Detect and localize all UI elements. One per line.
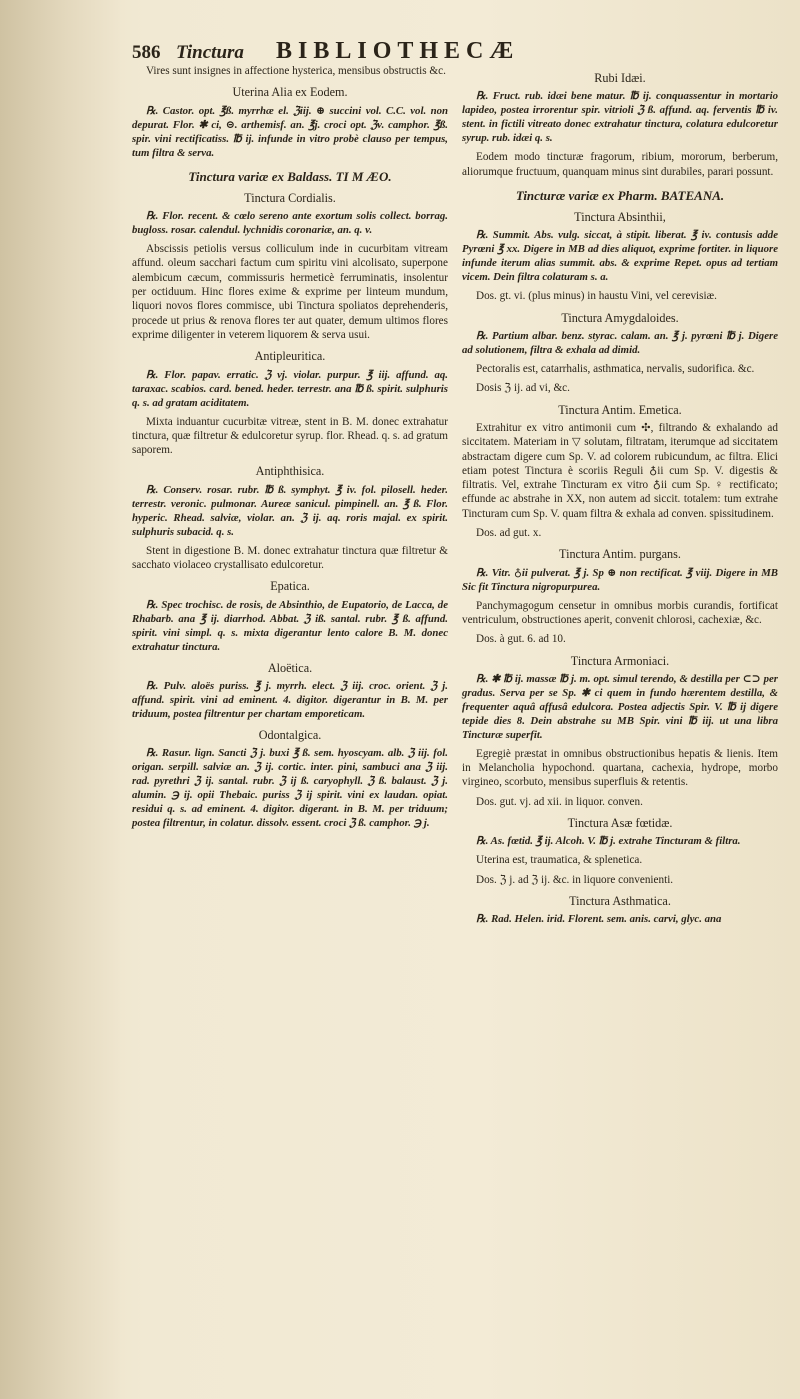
recipe-formula: ℞. Vitr. ♁ii pulverat. ℥ j. Sp ⊕ non rectificat. ℥ viij. Digere in MB Sic fit Tinctura nigropurpurea.: [462, 566, 778, 593]
recipe-formula: ℞. ✱ ℔ ij. massæ ℔ j. m. opt. simul terendo, & destilla per ⊂⊃ per gradus. Serva per se Sp. ✱ ci quem in fundo hærentem destilla, & frequenter aquâ affusâ edulcora. Postea adjectis Spir. V. ℔ ij digere tepide dies 8. Dein abstrahe su MB Spir. vini ℔ iij. ut una libra Tincturæ superfit.: [462, 672, 778, 741]
recipe-heading: Tinctura Armoniaci.: [570, 653, 670, 668]
paragraph: Pectoralis est, catarrhalis, asthmatica, nervalis, sudorifica. &c.: [476, 363, 755, 376]
recipe-heading: Tinctura Antim. Emetica.: [558, 402, 682, 417]
page-header: [132, 38, 778, 62]
recipe-heading: Epatica.: [270, 579, 310, 594]
paragraph: Mixta induantur cucurbitæ vitreæ, stent in B. M. donec extrahatur tinctura, quæ filtretur & edulcoretur syrup. flor. Rhead. q. s. ad gratum saporem.: [132, 415, 448, 457]
paragraph: Dos. ℨ j. ad ℨ ij. &c. in liquore convenienti.: [476, 873, 674, 886]
paragraph: Dos. ad gut. x.: [476, 527, 542, 540]
paragraph: Dos. à gut. 6. ad 10.: [476, 633, 566, 646]
running-head: Tinctura: [176, 42, 244, 63]
recipe-formula: ℞. Pulv. aloës puriss. ℥ j. myrrh. elect. ℨ iij. croc. orient. ℨ j. affund. spirit. vini ad eminent. 4. digitor. digerantur in B. M. per triduum, postea filtrentur per chartam emporeticam.: [132, 679, 448, 720]
left-column: [132, 64, 448, 931]
recipe-heading: Tinctura Asæ fœtidæ.: [567, 816, 673, 831]
recipe-heading: Antiphthisica.: [255, 464, 325, 479]
right-column: [462, 64, 778, 931]
recipe-formula: ℞. As. fœtid. ℥ ij. Alcoh. V. ℔ j. extrahe Tincturam & filtra.: [476, 835, 741, 848]
paragraph: Extrahitur ex vitro antimonii cum ✣, filtrando & exhalando ad siccitatem. Materiam in ▽ solutam, filtratam, iterumque ad siccitatem abstractam digere cum Sp. V. ad colorem rubicundum, ac filtra. Elici etiam potest Tinctura è scoriis Reguli ♁ii cum Sp. V. digestis & filtratis. Vel, extrahe Tincturam ex vitro ♁ii cum Sp. ♀ rectificato; effunde ac abstrahe in XX, non autem ad siccit. totalem: tum extrahe Tincturam cum Sp. V. quam filtra & exhala ad conven. spissitudinem.: [462, 421, 778, 520]
paragraph: Egregiè præstat in omnibus obstructionibus hepatis & lienis. Item in Melancholia hypochond. quartana, cachexia, hydrope, morbo virgineo, scorbuto, mensibus superfluis & retentis.: [462, 747, 778, 789]
recipe-heading: Rubi Idæi.: [594, 71, 646, 85]
paragraph: Dosis ℨ ij. ad vi, &c.: [476, 382, 570, 395]
page-number: 586: [132, 42, 161, 63]
recipe-heading: Tinctura Absinthii,: [574, 210, 666, 225]
recipe-heading: Aloëtica.: [267, 660, 313, 675]
paragraph: Stent in digestione B. M. donec extrahatur tinctura quæ filtretur & sacchato violaceo crystallisato edulcoretur.: [132, 544, 448, 572]
paragraph: Dos. gt. vi. (plus minus) in haustu Vini, vel cerevisiæ.: [476, 290, 717, 303]
page-gutter: [0, 0, 120, 1399]
recipe-heading: Antipleuritica.: [254, 349, 326, 364]
recipe-formula: ℞. Conserv. rosar. rubr. ℔ ß. symphyt. ℥ iv. fol. pilosell. heder. terrestr. veronic. pulmonar. Aureæ sanicul. pimpinell. an. ℥ ß. Flor. hyperic. Rhead. salviæ, violar. an. ℨ ij. aq. roris majal. ex spirit. sulphuris subacid. q. s.: [132, 483, 448, 538]
running-title: BIBLIOTHECÆ: [276, 38, 520, 64]
section-heading: Tinctura variæ ex Baldass. TI M ÆO.: [188, 168, 392, 184]
recipe-formula: ℞. Summit. Abs. vulg. siccat, à stipit. liberat. ℥ iv. contusis adde Pyrœni ℥ xx. Digere in MB ad dies aliquot, exprime fortiter. in liquore infunde iterum alias summit. abs. & exprime Repet. opus ad tertiam vicem. Dein filtra colaturam s. a.: [462, 229, 778, 284]
recipe-heading: Tinctura Asthmatica.: [569, 893, 671, 908]
recipe-formula: ℞. Fruct. rub. idæi bene matur. ℔ ij. conquassentur in mortario lapideo, postea irrorentur spir. vitrioli ℨ ß. affund. aq. ferventis ℔ iv. stent. in fictili vitreato donec extrahatur tinctura, colatura edulcoretur syrup. rub. idæi q. s.: [462, 90, 778, 145]
recipe-formula: ℞. Partium albar. benz. styrac. calam. an. ℥ j. pyrœni ℔ j. Digere ad solutionem, filtra & exhala ad dimid.: [462, 330, 778, 357]
paragraph: Eodem modo tincturæ fragorum, ribium, mororum, berberum, aliorumque fructuum, quanquam minus sint durabiles, parari possunt.: [462, 151, 778, 178]
recipe-heading: Odontalgica.: [258, 727, 322, 742]
paragraph: Dos. gut. vj. ad xii. in liquor. conven.: [476, 795, 643, 808]
recipe-heading: Tinctura Cordialis.: [244, 190, 336, 205]
paragraph: Vires sunt insignes in affectione hysterica, mensibus obstructis &c.: [146, 65, 446, 77]
recipe-heading: Uterina Alia ex Eodem.: [232, 85, 348, 100]
paragraph: Abscissis petiolis versus colliculum inde in cucurbitam vitream affund. oleum sacchari factum cum spiritu vini alcolisato, superpone alembicum cæcum, commissuris hermeticè ferruminatis, insolentur per octiduum. Hinc flores exime & exprime per linteum mundum, liquori novos flores commisce, ubi Tinctura spoliatos deprehenderis, procede ut prius & renova flores ter aut quater, demum ultimos flores exprime diligenter in veterem liquorem & serva usui.: [132, 243, 448, 341]
recipe-heading: Tinctura Antim. purgans.: [559, 547, 681, 562]
section-heading: Tincturæ variæ ex Pharm. BATEANA.: [515, 187, 725, 203]
recipe-formula: ℞. Rasur. lign. Sancti ℨ j. buxi ℥ ß. sem. hyoscyam. alb. ℨ iij. fol. origan. serpill. salviæ an. ℨ ij. cortic. inter. pini, sambuci ana ℨ iij. rad. pyrethri ℨ ij. santal. rubr. ℨ ij ß. caryophyll. ℨ ß. balaust. ℨ j. alumin. ℈ ij. opii Thebaic. puriss ℨ ij spirit. vini ex laudan. opiat. residui q. s. ad eminent. 4. digitor. digerant. in B. M. per triduum; postea filtrentur, in colatur. dissolv. essent. croci ℨ ß. camphor. ℈ j.: [132, 747, 448, 830]
recipe-formula: ℞. Flor. papav. erratic. ℨ vj. violar. purpur. ℥ iij. affund. aq. taraxac. scabios. card. bened. heder. terrestr. ana ℔ ß. spirit. sulphuris q. s. ad gratam aciditatem.: [132, 368, 448, 409]
recipe-formula: ℞. Flor. recent. & cœlo sereno ante exortum solis collect. borrag. bugloss. rosar. calendul. lychnidis coronariæ, an. q. v.: [132, 210, 448, 237]
paragraph: Uterina est, traumatica, & splenetica.: [476, 854, 643, 867]
recipe-formula: ℞. Castor. opt. ℥ß. myrrhæ el. ℨiij. ⊕ succini vol. C.C. vol. non depurat. Flor. ✱ ci, ⊝. arthemisf. an. ℥j. croci opt. ℨv. camphor. ℥ß. spir. vini rectificatiss. ℔ ij. infunde in vitro probè clauso per tempus, tum filtra & serva.: [132, 104, 448, 159]
recipe-formula: ℞. Spec trochisc. de rosis, de Absinthio, de Eupatorio, de Lacca, de Rhabarb. ana ℥ ij. diarrhod. Abbat. ℨ iß. santal. rubr. ℥ ß. affund. spirit. vini simpl. q. s. mixta digerantur lento calore B. M. donec extrahatur tinctura.: [132, 598, 448, 653]
recipe-heading: Tinctura Amygdaloides.: [561, 310, 679, 325]
text-columns: [132, 64, 778, 931]
recipe-formula: ℞. Rad. Helen. irid. Florent. sem. anis. carvi, glyc. ana: [476, 913, 722, 926]
paragraph: Panchymagogum censetur in omnibus morbis curandis, fortificat ventriculum, obstructiones aperit, convenit chlorosi, cachexiæ, &c.: [462, 599, 778, 626]
